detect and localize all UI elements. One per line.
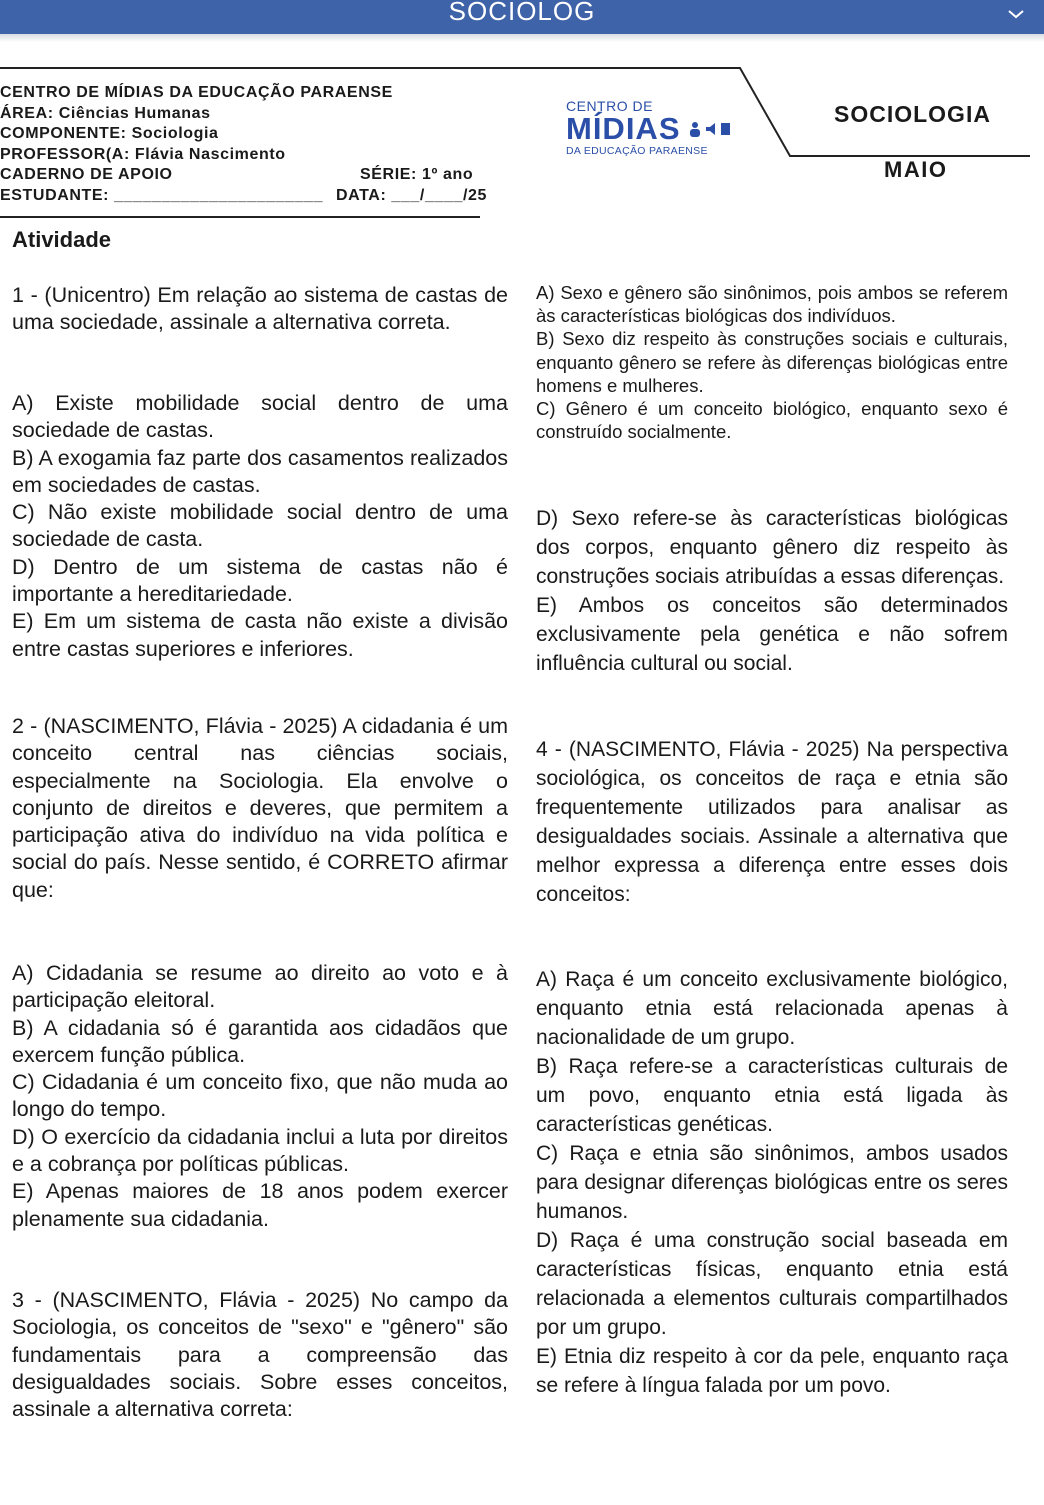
- logo-line3: DA EDUCAÇÃO PARAENSE: [566, 145, 708, 157]
- option-e: E) Etnia diz respeito à cor da pele, enquanto raça se refere à língua falada por um povo.: [536, 1345, 1008, 1397]
- option-b: B) Raça refere-se a características culturais de um povo, enquanto etnia está ligada às características genéticas.: [536, 1055, 1008, 1136]
- option-a: A) Existe mobilidade social dentro de uma sociedade de castas.: [12, 391, 508, 443]
- app-top-bar: [0, 0, 1044, 34]
- question-4: [536, 735, 1008, 909]
- option-d: D) O exercício da cidadania inclui a luta por direitos e a cobrança por políticas públicas.: [12, 1124, 508, 1177]
- logo-line2: MÍDIAS: [566, 111, 681, 146]
- option-b: B) Sexo diz respeito às construções sociais e culturais, enquanto gênero se refere às diferenças biológicas entre homens e mulheres.: [536, 328, 1008, 396]
- section-title: Atividade: [12, 227, 112, 252]
- option-d: D) Dentro de um sistema de castas não é importante a hereditariedade.: [12, 554, 508, 607]
- header-separator: [0, 216, 480, 218]
- grade-label: SÉRIE: 1º ano: [360, 166, 474, 183]
- top-bar-shadow: [0, 34, 1044, 42]
- cme-logo: [566, 98, 746, 168]
- chevron-down-icon[interactable]: [1006, 4, 1026, 24]
- option-e: E) Apenas maiores de 18 anos podem exercer plenamente sua cidadania.: [12, 1179, 508, 1231]
- student-field: ESTUDANTE: ______________________: [0, 186, 324, 204]
- option-e: E) Em um sistema de casta não existe a divisão entre castas superiores e inferiores.: [12, 609, 508, 661]
- component-label: COMPONENTE: Sociologia: [0, 125, 219, 142]
- question-3: [12, 1287, 508, 1423]
- media-icon: [687, 121, 730, 137]
- logo-line1: CENTRO DE: [566, 98, 653, 114]
- question-stem: 1 - (Unicentro) Em relação ao sistema de castas de uma sociedade, assinale a alternativa correta.: [12, 283, 508, 335]
- option-a: A) Cidadania se resume ao direito ao voto e à participação eleitoral.: [12, 961, 508, 1013]
- option-d: D) Raça é uma construção social baseada em características físicas, enquanto etnia está relacionada a elementos culturais compartilhados por um grupo.: [536, 1229, 1008, 1339]
- question-1-options: [12, 390, 508, 663]
- question-1: [12, 282, 508, 337]
- option-c: C) Raça e etnia são sinônimos, ambos usados para designar diferenças biológicas entre os seres humanos.: [536, 1142, 1008, 1223]
- teacher-label: PROFESSOR(A: Flávia Nascimento: [0, 145, 286, 163]
- option-a: A) Raça é um conceito exclusivamente biológico, enquanto etnia está relacionada apenas à nacionalidade de um grupo.: [536, 968, 1008, 1049]
- question-3-options-de: [536, 504, 1008, 678]
- header-info: [0, 83, 520, 206]
- question-3-options-ac: [536, 281, 1008, 443]
- option-b: B) A exogamia faz parte dos casamentos realizados em sociedades de castas.: [12, 445, 508, 497]
- institution-name: CENTRO DE MÍDIAS DA EDUCAÇÃO PARAENSE: [0, 84, 393, 101]
- option-e: E) Ambos os conceitos são determinados exclusivamente pela genética e não sofrem influência cultural ou social.: [536, 594, 1008, 675]
- question-2-options: [12, 960, 508, 1233]
- question-stem: 4 - (NASCIMENTO, Flávia - 2025) Na perspectiva sociológica, os conceitos de raça e etnia são frequentemente utilizados para analisar as desigualdades sociais. Assinale a alternativa que melhor expressa a diferença entre esses dois conceitos:: [536, 738, 1008, 906]
- option-c: C) Não existe mobilidade social dentro de uma sociedade de casta.: [12, 500, 508, 552]
- question-stem: 2 - (NASCIMENTO, Flávia - 2025) A cidadania é um conceito central nas ciências sociais, especialmente na Sociologia. Ela envolve o conjunto de direitos e deveres, que permitem a participação ativa do indivíduo na vida política e social do país. Nesse sentido, é CORRETO afirmar que:: [12, 714, 508, 902]
- area-label: ÁREA: Ciências Humanas: [0, 104, 211, 122]
- subject-heading: SOCIOLOGIA: [834, 101, 991, 127]
- option-a: A) Sexo e gênero são sinônimos, pois ambos se referem às características biológicas dos indivíduos.: [536, 282, 1008, 327]
- option-d: D) Sexo refere-se às características biológicas dos corpos, enquanto gênero diz respeito às construções sociais atribuídas a essas diferenças.: [536, 507, 1008, 588]
- question-stem: 3 - (NASCIMENTO, Flávia - 2025) No campo da Sociologia, os conceitos de "sexo" e "gênero" são fundamentais para a compreensão das desigualdades sociais. Sobre esses conceitos, assinale a alternativa correta:: [12, 1288, 508, 1422]
- option-c: C) Cidadania é um conceito fixo, que não muda ao longo do tempo.: [12, 1070, 508, 1122]
- option-c: C) Gênero é um conceito biológico, enquanto sexo é construído socialmente.: [536, 398, 1008, 443]
- date-field: DATA: ___/____/25: [336, 186, 488, 204]
- notebook-label: CADERNO DE APOIO: [0, 166, 173, 183]
- document-title: SOCIOLOG: [448, 0, 596, 26]
- month-heading: MAIO: [884, 157, 948, 182]
- option-b: B) A cidadania só é garantida aos cidadãos que exercem função pública.: [12, 1015, 508, 1067]
- question-4-options: [536, 965, 1008, 1400]
- question-2: [12, 713, 508, 904]
